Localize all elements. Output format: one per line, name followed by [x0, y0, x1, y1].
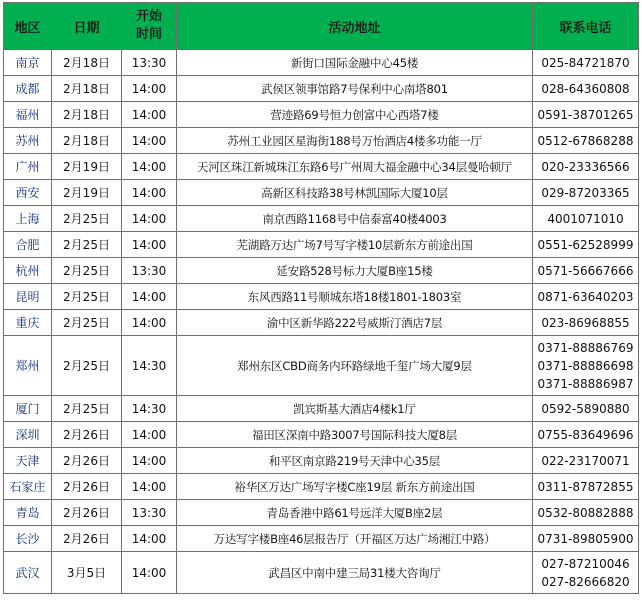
date-cell: 2月25日	[52, 258, 122, 284]
date-cell: 2月18日	[52, 76, 122, 102]
address-cell: 新街口国际金融中心45楼	[177, 50, 533, 76]
date-cell: 2月19日	[52, 180, 122, 206]
time-cell: 14:00	[122, 284, 177, 310]
address-cell: 苏州工业园区星海街188号万怡酒店4楼多功能一厅	[177, 128, 533, 154]
address-cell: 渝中区新华路222号威斯汀酒店7层	[177, 310, 533, 336]
date-cell: 2月25日	[52, 232, 122, 258]
phone-cell	[533, 552, 639, 594]
address-cell: 东风西路11号顺城东塔18楼1801-1803室	[177, 284, 533, 310]
city-cell: 武汉	[4, 552, 52, 594]
city-cell: 天津	[4, 448, 52, 474]
phone-cell	[533, 232, 639, 258]
table-row	[4, 552, 639, 594]
date-cell: 2月26日	[52, 474, 122, 500]
date-cell: 2月26日	[52, 526, 122, 552]
header-address: 活动地址	[177, 3, 533, 50]
header-start-time-line2: 时间	[135, 27, 162, 42]
phone-number: 020-23336566	[541, 159, 630, 174]
phone-number: 027-82666820	[541, 574, 630, 589]
city-cell: 青岛	[4, 500, 52, 526]
address-cell: 高新区科技路38号林凯国际大厦10层	[177, 180, 533, 206]
phone-cell	[533, 336, 639, 396]
phone-cell	[533, 50, 639, 76]
phone-cell	[533, 448, 639, 474]
table-row	[4, 474, 639, 500]
phone-cell	[533, 154, 639, 180]
phone-number: 0371-88886987	[537, 376, 634, 391]
date-cell: 2月18日	[52, 102, 122, 128]
city-cell: 福州	[4, 102, 52, 128]
time-cell: 13:30	[122, 258, 177, 284]
time-cell: 14:00	[122, 448, 177, 474]
header-date: 日期	[52, 3, 122, 50]
city-cell: 长沙	[4, 526, 52, 552]
table-row	[4, 526, 639, 552]
date-cell: 2月25日	[52, 206, 122, 232]
date-cell: 2月25日	[52, 336, 122, 396]
phone-number: 0871-63640203	[537, 289, 634, 304]
time-cell: 14:00	[122, 526, 177, 552]
phone-number: 028-64360808	[541, 81, 630, 96]
time-cell: 14:00	[122, 102, 177, 128]
phone-cell	[533, 102, 639, 128]
time-cell: 14:00	[122, 552, 177, 594]
table-row	[4, 336, 639, 396]
city-cell: 成都	[4, 76, 52, 102]
address-cell: 福田区深南中路3007号国际科技大厦8层	[177, 422, 533, 448]
date-cell: 2月25日	[52, 396, 122, 422]
phone-number: 025-84721870	[541, 55, 630, 70]
city-cell: 厦门	[4, 396, 52, 422]
table-row	[4, 422, 639, 448]
city-cell: 石家庄	[4, 474, 52, 500]
phone-cell	[533, 474, 639, 500]
header-region: 地区	[4, 3, 52, 50]
table-row	[4, 396, 639, 422]
phone-number: 0512-67868288	[537, 133, 634, 148]
city-cell: 合肥	[4, 232, 52, 258]
city-cell: 深圳	[4, 422, 52, 448]
header-start-time-line1: 开始	[135, 9, 162, 24]
phone-cell	[533, 258, 639, 284]
date-cell: 2月19日	[52, 154, 122, 180]
phone-number: 0591-38701265	[537, 107, 634, 122]
phone-cell	[533, 206, 639, 232]
table-row	[4, 206, 639, 232]
table-row	[4, 284, 639, 310]
time-cell: 14:00	[122, 76, 177, 102]
phone-cell	[533, 310, 639, 336]
table-row	[4, 448, 639, 474]
address-cell: 和平区南京路219号天津中心35层	[177, 448, 533, 474]
city-cell: 郑州	[4, 336, 52, 396]
phone-number: 027-87210046	[541, 556, 630, 571]
date-cell: 2月25日	[52, 310, 122, 336]
phone-cell	[533, 180, 639, 206]
header-start-time	[122, 3, 177, 50]
time-cell: 13:30	[122, 50, 177, 76]
time-cell: 14:00	[122, 154, 177, 180]
address-cell: 万达写字楼B座46层报告厅（开福区万达广场湘江中路）	[177, 526, 533, 552]
phone-number: 0371-88886698	[537, 358, 634, 373]
address-cell: 凯宾斯基大酒店4楼k1厅	[177, 396, 533, 422]
date-cell: 2月18日	[52, 128, 122, 154]
address-cell: 延安路528号标力大厦B座15楼	[177, 258, 533, 284]
table-row	[4, 232, 639, 258]
phone-number: 0551-62528999	[537, 237, 634, 252]
time-cell: 14:30	[122, 396, 177, 422]
phone-number: 0311-87872855	[537, 479, 634, 494]
time-cell: 14:00	[122, 310, 177, 336]
city-cell: 杭州	[4, 258, 52, 284]
header-row	[4, 3, 639, 50]
table-row	[4, 180, 639, 206]
address-cell: 武昌区中南中建三局31楼大咨询厅	[177, 552, 533, 594]
date-cell: 3月5日	[52, 552, 122, 594]
table-row	[4, 128, 639, 154]
time-cell: 14:30	[122, 336, 177, 396]
city-cell: 重庆	[4, 310, 52, 336]
city-cell: 上海	[4, 206, 52, 232]
phone-number: 0755-83649696	[537, 427, 634, 442]
table-row	[4, 50, 639, 76]
phone-number: 0532-80882888	[537, 505, 634, 520]
phone-cell	[533, 128, 639, 154]
table-row	[4, 76, 639, 102]
address-cell: 郑州东区CBD商务内环路绿地千玺广场大厦9层	[177, 336, 533, 396]
city-cell: 西安	[4, 180, 52, 206]
time-cell: 14:00	[122, 474, 177, 500]
phone-number: 029-87203365	[541, 185, 630, 200]
time-cell: 13:30	[122, 500, 177, 526]
city-cell: 南京	[4, 50, 52, 76]
date-cell: 2月26日	[52, 422, 122, 448]
table-row	[4, 500, 639, 526]
time-cell: 14:00	[122, 180, 177, 206]
phone-number: 0371-88886769	[537, 340, 634, 355]
city-cell: 苏州	[4, 128, 52, 154]
phone-number: 023-86968855	[541, 315, 630, 330]
phone-number: 4001071010	[547, 211, 624, 226]
table-row	[4, 154, 639, 180]
address-cell: 青岛香港中路61号远洋大厦B座2层	[177, 500, 533, 526]
header-phone: 联系电话	[533, 3, 639, 50]
address-cell: 天河区珠江新城珠江东路6号广州周大福金融中心34层曼哈顿厅	[177, 154, 533, 180]
date-cell: 2月25日	[52, 284, 122, 310]
address-cell: 芜湖路万达广场7号写字楼10层新东方前途出国	[177, 232, 533, 258]
phone-cell	[533, 526, 639, 552]
address-cell: 武侯区领事馆路7号保利中心南塔801	[177, 76, 533, 102]
city-cell: 广州	[4, 154, 52, 180]
phone-number: 0592-5890880	[541, 401, 630, 416]
table-row	[4, 258, 639, 284]
time-cell: 14:00	[122, 232, 177, 258]
date-cell: 2月26日	[52, 448, 122, 474]
date-cell: 2月18日	[52, 50, 122, 76]
city-cell: 昆明	[4, 284, 52, 310]
time-cell: 14:00	[122, 206, 177, 232]
phone-cell	[533, 396, 639, 422]
phone-number: 0731-89805900	[537, 531, 634, 546]
phone-cell	[533, 284, 639, 310]
address-cell: 营迹路69号恒力创富中心西塔7楼	[177, 102, 533, 128]
time-cell: 14:00	[122, 422, 177, 448]
address-cell: 裕华区万达广场写字楼C座19层 新东方前途出国	[177, 474, 533, 500]
phone-cell	[533, 500, 639, 526]
address-cell: 南京西路1168号中信泰富40楼4003	[177, 206, 533, 232]
phone-cell	[533, 422, 639, 448]
event-schedule-table	[3, 2, 639, 594]
time-cell: 14:00	[122, 128, 177, 154]
phone-number: 0571-56667666	[537, 263, 634, 278]
date-cell: 2月26日	[52, 500, 122, 526]
phone-cell	[533, 76, 639, 102]
table-row	[4, 310, 639, 336]
phone-number: 022-23170071	[541, 453, 630, 468]
table-row	[4, 102, 639, 128]
